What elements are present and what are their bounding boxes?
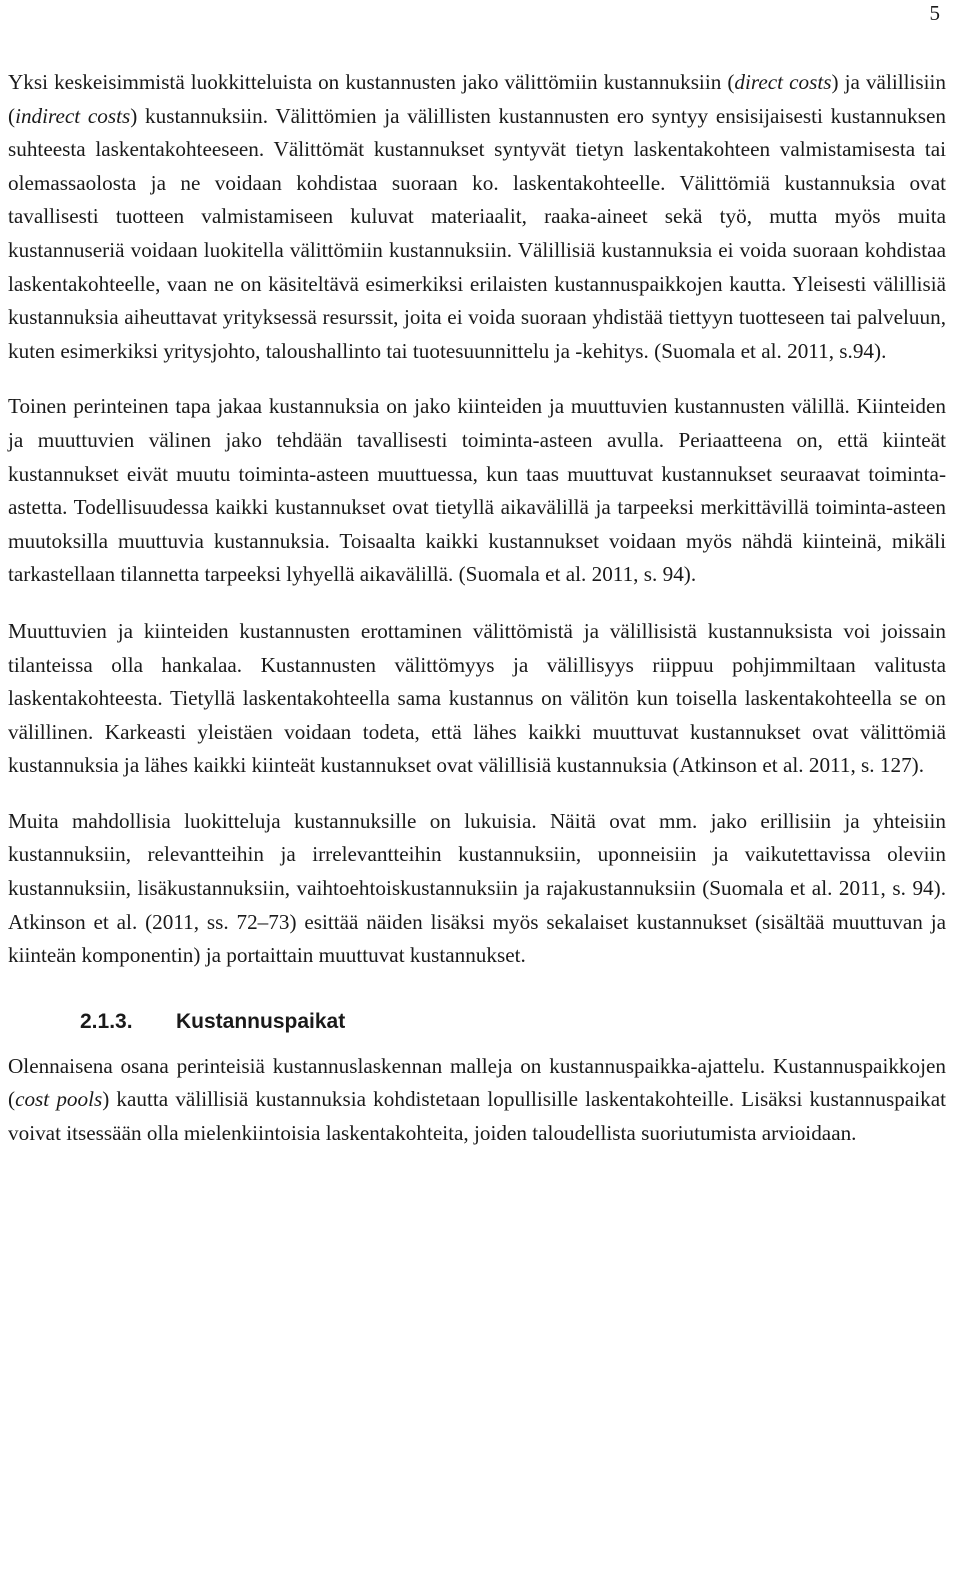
page-number: 5 [929,1,940,25]
term-direct-costs: direct costs [734,70,832,94]
term-cost-pools: cost pools [15,1087,103,1112]
paragraph-separation: Muuttuvien ja kiinteiden kustannusten erottaminen välittömistä ja välillisistä kustannuksista voi joissain tilanteissa olla hankalaa. Kustannusten välittömyys ja välillisyys riippuu pohjimmiltaan valitusta laskentakohteesta. Tietyllä laskentakohteella sama kustannus on välitön kun toisella laskentakohteella se on välillinen. Karkeasti yleistäen voidaan todeta, että lähes kaikki muuttuvat kustannukset ovat välittömiä kustannuksia ja lähes kaikki kiinteät kustannukset ovat välillisiä kustannuksia (Atkinson et al. 2011, s. 127). [8,618,946,778]
paragraph-fixed-variable: Toinen perinteinen tapa jakaa kustannuksia on jako kiinteiden ja muuttuvien kustannusten välillä. Kiinteiden ja muuttuvien välinen jako tehdään tavallisesti toiminta-asteen avulla. Periaatteena on, että kiinteät kustannukset eivät muutu toiminta-asteen muuttuessa, kun taas muuttuvat kustannukset seuraavat toiminta-astetta. Todellisuudessa kaikki kustannukset ovat tietyllä aikavälillä ja tarpeeksi merkittävillä toiminta-asteen muutoksilla muuttuvia kustannuksia. Toisaalta kaikki kustannukset voidaan myös nähdä kiinteinä, mikäli tarkastellaan tilannetta tarpeeksi lyhyellä aikavälillä. (Suomala et al. 2011, s. 94). [8,394,946,587]
section-number: 2.1.3. [80,1009,133,1033]
page-content [8,66,946,1151]
paragraph-cost-pools: Olennaisena osana perinteisiä kustannuslaskennan malleja on kustannuspaikka-ajattelu. Kustannuspaikkojen (cost pools) kautta välillisiä kustannuksia kohdistetaan lopullisille laskentakohteille. Lisäksi kustannuspaikat voivat itsessään olla mielenkiintoisia laskentakohteita, joiden taloudellista suoriutumista arvioidaan. [8,1053,946,1146]
section-title: Kustannuspaikat [176,1009,346,1033]
term-indirect-costs: indirect costs [15,103,131,128]
paragraph-other-classifications: Muita mahdollisia luokitteluja kustannuksille on lukuisia. Näitä ovat mm. jako erillisiin ja yhteisiin kustannuksiin, relevantteihin ja irrelevantteihin kustannuksiin, uponneisiin ja vaikutettavissa oleviin kustannuksiin, lisäkustannuksiin, vaihtoehtoiskustannuksiin ja rajakustannuksiin (Suomala et al. 2011, s. 94). Atkinson et al. (2011, ss. 72–73) esittää näiden lisäksi myös sekalaiset kustannukset (sisältää muuttuvan ja kiinteän komponentin) ja portaittain muuttuvat kustannukset. [8,808,946,968]
section-heading [80,994,946,1050]
paragraph-cost-direct-indirect: Yksi keskeisimmistä luokkitteluista on kustannusten jako välittömiin kustannuksiin (direct costs) ja välillisiin (indirect costs) kustannuksiin. Välittömien ja välillisten kustannusten ero syntyy ensisijaisesti kustannuksen suhteesta laskentakohteeseen. Välittömät kustannukset syntyvät tietyn laskentakohteen valmistamisesta tai olemassaolosta ja ne voidaan kohdistaa suoraan ko. laskentakohteelle. Välittömiä kustannuksia ovat tavallisesti tuotteen valmistamiseen kuluvat materiaalit, raaka-aineet sekä työ, mutta myös muita kustannuseriä voidaan luokitella välittömiin kustannuksiin. Välillisiä kustannuksia ei voida suoraan kohdistaa laskentakohteelle, vaan ne on käsiteltävä esimerkiksi erilaisten kustannuspaikkojen kautta. Yleisesti välillisiä kustannuksia aiheuttavat yrityksessä resurssit, joita ei voida suoraan yhdistää tiettyyn tuotteseen tai palveluun, kuten esimerkiksi yritysjohto, taloushallinto tai tuotesuunnittelu ja -kehitys. (Suomala et al. 2011, s.94). [8,70,947,363]
